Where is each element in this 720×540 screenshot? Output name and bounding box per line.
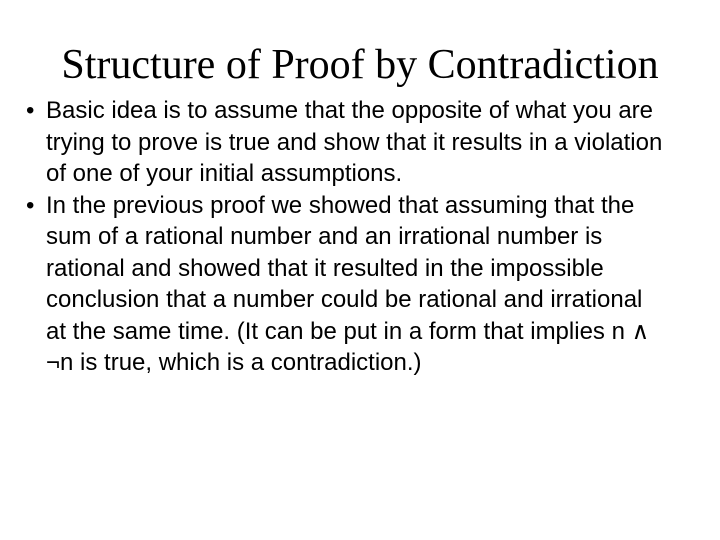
bullet-text-basic-idea: Basic idea is to assume that the opposite of what you are trying to prove is true and show that it results in a violation of one of your initial assumptions. [46,97,663,187]
bullet-item [26,190,666,379]
bullet-point-icon: • [26,191,35,219]
bullet-list [26,95,666,379]
bullet-text-previous-proof: In the previous proof we showed that assuming that the sum of a rational number and an irrational number is rational and showed that it resulted in the impossible conclusion that a number could be rational and irrational at the same time. (It can be put in a form that implies n ∧ ¬n is true, which is a contradiction.) [46,191,650,376]
slide-title: Structure of Proof by Contradiction [61,42,659,88]
bullet-point-icon: • [26,97,35,124]
bullet-item [26,95,666,190]
